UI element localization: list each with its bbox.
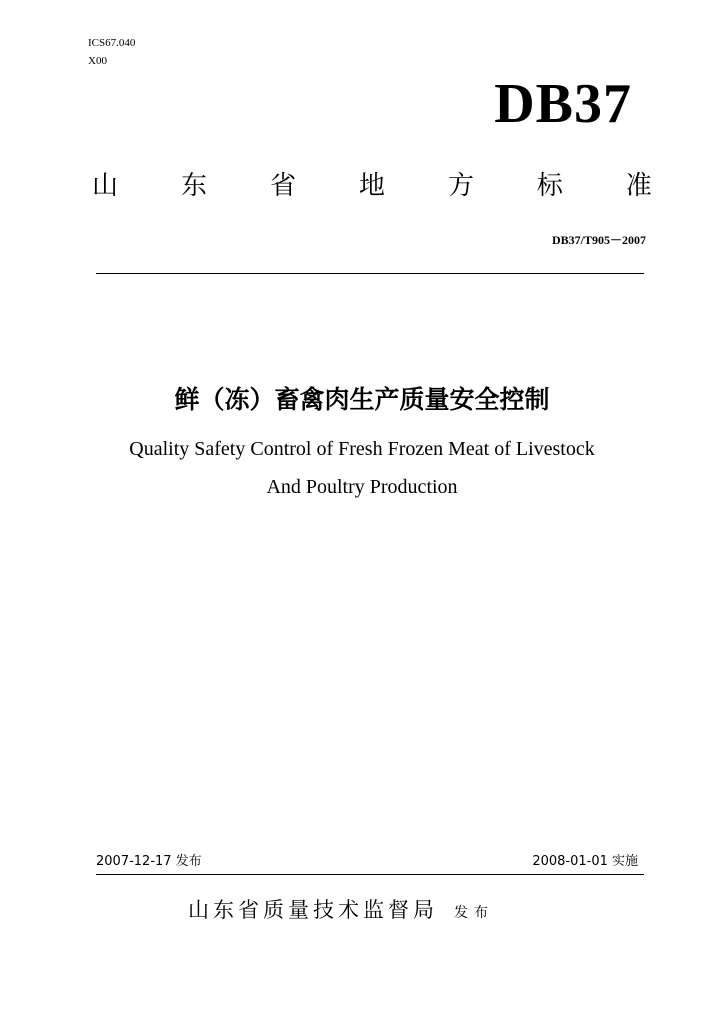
ics-code: ICS67.040 xyxy=(88,37,136,49)
category-code: X00 xyxy=(88,55,107,67)
bottom-divider xyxy=(96,874,644,875)
standard-type-char: 地 xyxy=(358,171,385,201)
title-english xyxy=(0,430,724,506)
standard-type-char: 准 xyxy=(625,171,652,201)
classification-codes xyxy=(88,34,135,70)
standard-type-char: 方 xyxy=(447,171,474,201)
issuer-row xyxy=(188,895,494,928)
standard-type-char: 东 xyxy=(180,171,207,201)
title-chinese: 鲜（冻）畜禽肉生产质量安全控制 xyxy=(174,385,550,414)
issuing-authority: 山东省质量技术监督局 xyxy=(188,898,438,922)
implementation-date: 2008-01-01 实施 xyxy=(532,854,638,869)
standard-type-char: 标 xyxy=(536,171,563,201)
top-divider xyxy=(96,273,644,274)
standard-code: DB37 xyxy=(494,73,632,135)
standard-type-char: 山 xyxy=(92,171,119,201)
title-english-line2: And Poultry Production xyxy=(266,476,458,498)
issue-verb: 发布 xyxy=(454,905,494,921)
title-english-line1: Quality Safety Control of Fresh Frozen Meat of Livestock xyxy=(129,438,595,460)
standard-type xyxy=(92,166,652,206)
issue-date: 2007-12-17 发布 xyxy=(96,854,202,869)
standard-number: DB37/T905－2007 xyxy=(551,233,646,247)
standard-type-char: 省 xyxy=(269,171,296,201)
